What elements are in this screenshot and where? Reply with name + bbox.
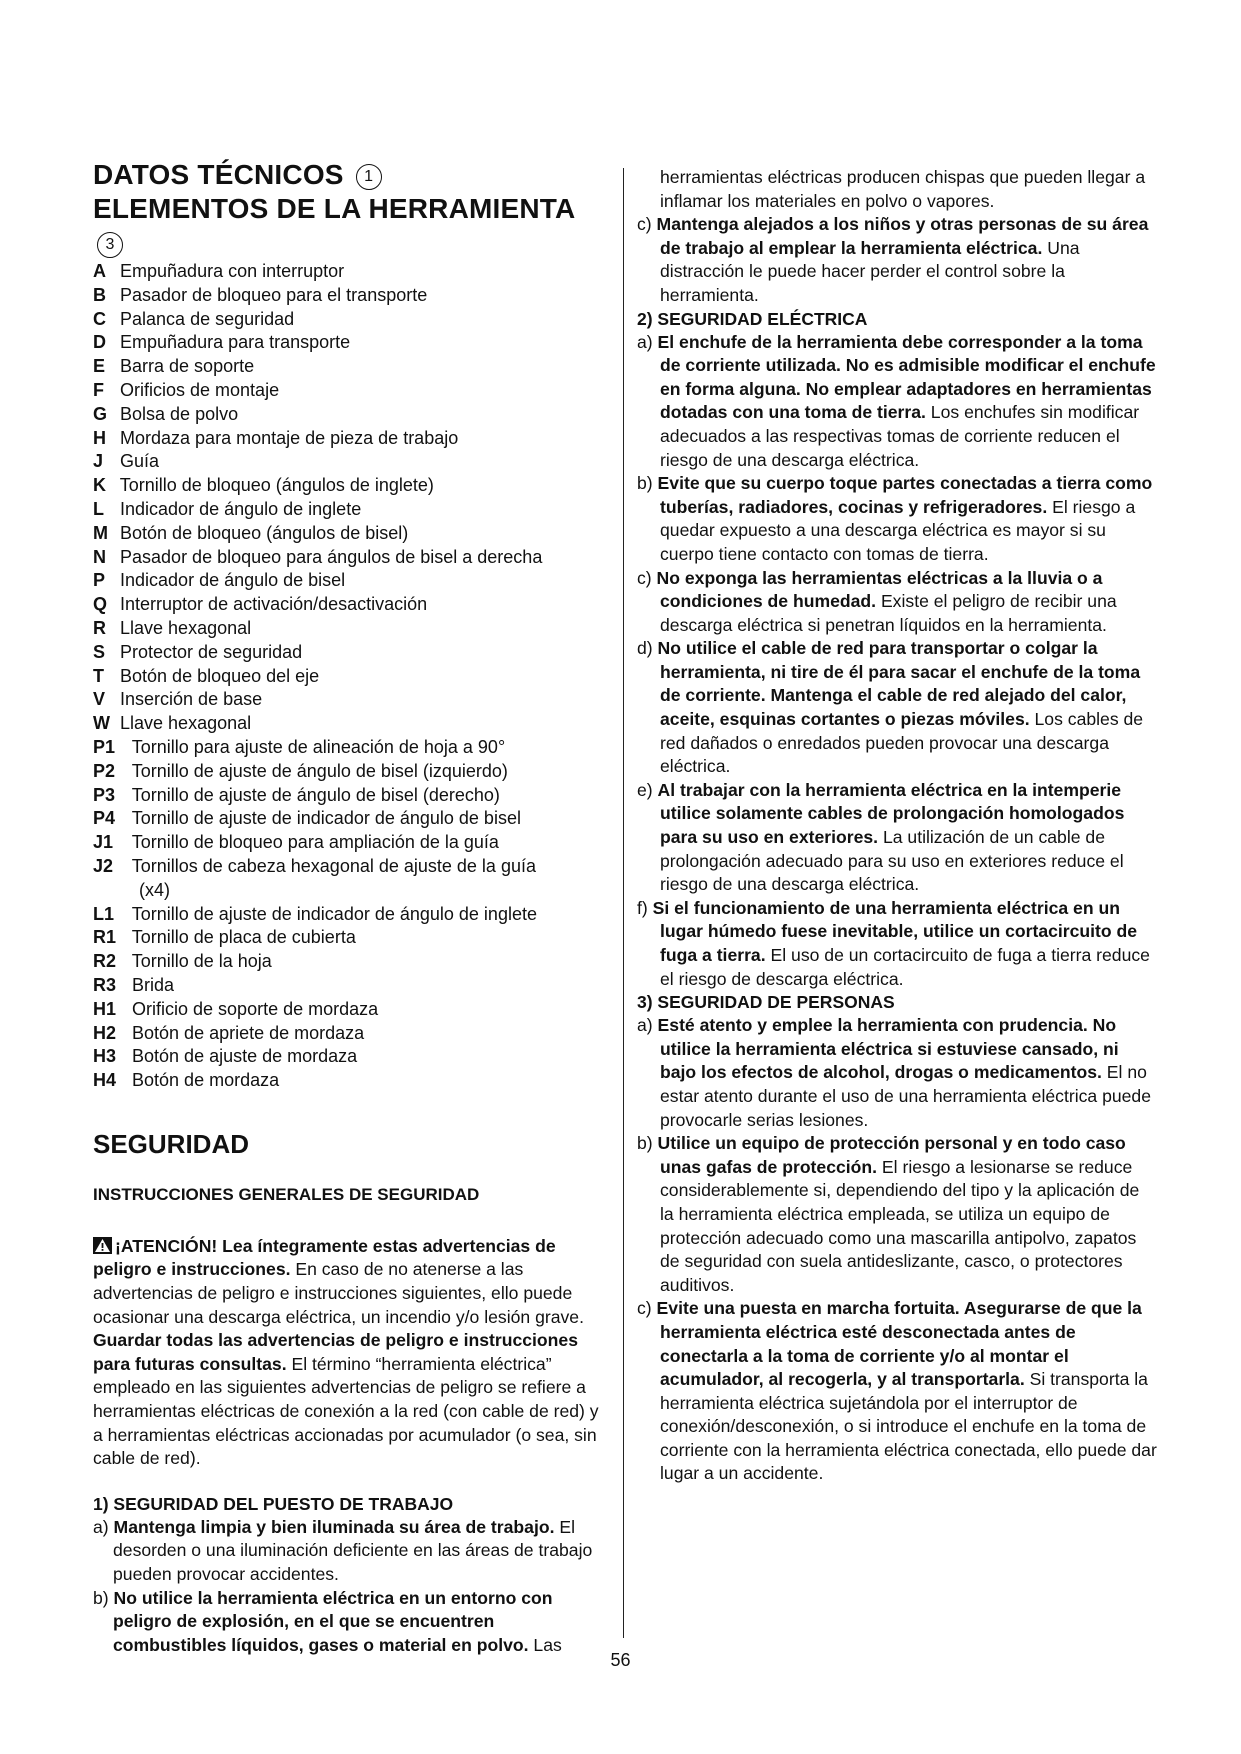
- section-2-item-f: [637, 897, 1157, 991]
- part-code: H: [93, 427, 106, 448]
- part-label: Tornillo para ajuste de alineación de hoja a 90°: [131, 736, 506, 757]
- part-label: Barra de soporte: [120, 356, 255, 377]
- part-code: E: [93, 356, 106, 377]
- part-label: Brida: [132, 974, 175, 995]
- part-code: R1: [93, 927, 117, 948]
- part-label: Tornillo de bloqueo para ampliación de la guía: [131, 832, 499, 853]
- part-code: V: [93, 689, 106, 710]
- part-code: L: [93, 498, 104, 519]
- item-bold: Si el funcionamiento de una herramienta eléctrica en un lugar húmedo fuese inevitable, utilice un cortacircuito de fuga a tierra.: [652, 897, 1138, 965]
- part-item: [93, 522, 608, 546]
- part-label: Llave hexagonal: [120, 617, 252, 638]
- part-code: W: [93, 713, 110, 734]
- item-letter: c): [637, 567, 657, 588]
- item-letter: d): [637, 638, 658, 659]
- section-2-item-a: [637, 331, 1157, 473]
- part-item: [93, 950, 608, 974]
- heading-seguridad: SEGURIDAD: [93, 1128, 250, 1159]
- part-code: J1: [93, 832, 114, 853]
- part-code: J2: [93, 855, 114, 876]
- part-label: Empuñadura con interruptor: [120, 261, 345, 281]
- warning-text-2: El término “herramienta eléctrica” empleado en las siguientes advertencias de peligro se refiere a herramientas eléctricas de conexión a la red (con cable de red) y a herramientas eléctricas accionadas por acumulador (o sea, sin cable de red).: [93, 1353, 599, 1469]
- part-code: P2: [93, 760, 116, 781]
- part-item: [93, 546, 608, 570]
- item-text: La utilización de un cable de prolongación adecuado para su uso en exteriores reduce el riesgo de una descarga eléctrica.: [660, 827, 1124, 895]
- item-letter: c): [637, 1298, 657, 1319]
- item-bold: Mantenga limpia y bien iluminada su área de trabajo.: [113, 1516, 555, 1537]
- part-item: [93, 260, 608, 284]
- part-label: Botón de mordaza: [132, 1070, 280, 1091]
- item-bold: Esté atento y emplee la herramienta con prudencia. No utilice la herramienta eléctrica si estuviese cansado, ni bajo los efectos de alcohol, drogas o medicamentos.: [657, 1015, 1119, 1083]
- item-bold: Evite una puesta en marcha fortuita. Asegurarse de que la herramienta eléctrica esté desconectada antes de conectarla a la toma de corriente y/o al montar el acumulador, al recogerla, y al transportarla.: [656, 1298, 1142, 1390]
- part-item: [93, 998, 608, 1022]
- item-letter: e): [637, 779, 658, 800]
- item-bold: Utilice un equipo de protección personal y en todo caso unas gafas de protección.: [657, 1133, 1126, 1177]
- part-item: [93, 355, 608, 379]
- part-item: [93, 1022, 608, 1046]
- warning-icon: [93, 1237, 112, 1254]
- part-label: Empuñadura para transporte: [120, 332, 351, 353]
- part-label: Bolsa de polvo: [120, 403, 239, 424]
- part-item: [93, 1069, 608, 1093]
- item-text: Si transporta la herramienta eléctrica sujetándola por el interruptor de conexión/desconexión, o si introduce el enchufe en la toma de corriente con la herramienta eléctrica conectada, ello puede dar lugar a un accidente.: [660, 1369, 1157, 1484]
- part-item: [93, 427, 608, 451]
- continued-text: herramientas eléctricas producen chispas que pueden llegar a inflamar los materiales en polvo o vapores.: [660, 167, 1146, 211]
- part-label: Tornillo de ajuste de ángulo de bisel (derecho): [131, 784, 500, 805]
- part-item: [93, 903, 608, 927]
- part-item: [93, 331, 608, 355]
- part-code: R2: [93, 951, 117, 972]
- part-item: [93, 1045, 608, 1069]
- warning-bold-2: Guardar todas las advertencias de peligro e instrucciones para futuras consultas.: [93, 1330, 578, 1374]
- item-bold: No exponga las herramientas eléctricas a la lluvia o a condiciones de humedad.: [656, 567, 1103, 612]
- part-code: R3: [93, 974, 117, 995]
- part-code: P3: [93, 784, 116, 805]
- item-letter: b): [637, 1133, 658, 1154]
- part-code: P1: [93, 736, 116, 757]
- part-code: Q: [93, 594, 108, 615]
- section-2-item-c: [637, 567, 1157, 638]
- part-label: Tornillo de bloqueo (ángulos de inglete): [119, 475, 434, 496]
- section-3-item-a: [637, 1014, 1157, 1132]
- part-label: Botón de ajuste de mordaza: [132, 1046, 358, 1067]
- item-bold: No utilice la herramienta eléctrica en un entorno con peligro de explosión, en el que se encuentren combustibles líquidos, gases o material en polvo.: [113, 1587, 553, 1655]
- part-code: K: [93, 475, 106, 496]
- part-label: Llave hexagonal: [120, 713, 252, 734]
- part-label: Interruptor de activación/desactivación: [120, 594, 428, 615]
- part-item: [93, 760, 608, 784]
- figure-ref-3: 3: [97, 232, 123, 258]
- part-item: [93, 665, 608, 689]
- part-code: H4: [93, 1070, 117, 1091]
- part-item: [93, 379, 608, 403]
- part-label: Botón de bloqueo del eje: [120, 665, 320, 686]
- part-label: Botón de bloqueo (ángulos de bisel): [120, 522, 409, 543]
- item-letter: b): [637, 473, 658, 494]
- part-label: Botón de apriete de mordaza: [132, 1022, 365, 1043]
- part-item: [93, 498, 608, 522]
- item-text: Existe el peligro de recibir una descarga eléctrica si penetran líquidos en la herramienta.: [660, 591, 1117, 635]
- part-code: P4: [93, 808, 116, 829]
- warning-bold-1: ¡ATENCIÓN! Lea íntegramente estas advertencias de peligro e instrucciones.: [93, 1235, 556, 1280]
- heading-datos-text: DATOS TÉCNICOS: [93, 159, 344, 190]
- part-code: B: [93, 284, 106, 305]
- part-code: L1: [93, 903, 115, 924]
- item-text: Los cables de red dañados o enredados pueden provocar una descarga eléctrica.: [660, 709, 1144, 777]
- item-text: El uso de un cortacircuito de fuga a tierra reduce el riesgo de descarga eléctrica.: [660, 945, 1150, 989]
- item-text: El desorden o una iluminación deficiente en las áreas de trabajo pueden provocar accidentes.: [113, 1516, 593, 1585]
- section-1-title: 1) SEGURIDAD DEL PUESTO DE TRABAJO: [93, 1493, 454, 1514]
- item-letter: a): [637, 1015, 658, 1036]
- part-item: [93, 855, 608, 879]
- item-bold: El enchufe de la herramienta debe corresponder a la toma de corriente utilizada. No es admisible modificar el enchufe en forma alguna. No emplear adaptadores en herramientas dotadas con una toma de tierra.: [657, 331, 1156, 423]
- part-item: [93, 807, 608, 831]
- section-3-item-b: [637, 1132, 1157, 1297]
- part-label: Mordaza para montaje de pieza de trabajo: [120, 427, 459, 448]
- item-bold: Al trabajar con la herramienta eléctrica en la intemperie utilice solamente cables de prolongación homologados para su uso en exteriores.: [657, 779, 1125, 848]
- item-letter: c): [637, 214, 657, 235]
- item-letter: a): [93, 1516, 114, 1537]
- part-item: [93, 617, 608, 641]
- heading-elementos: [93, 192, 608, 260]
- item-bold: Evite que su cuerpo toque partes conectadas a tierra como tuberías, radiadores, cocinas y refrigeradores.: [657, 473, 1153, 517]
- part-code: H3: [93, 1046, 117, 1067]
- part-code: G: [93, 403, 108, 424]
- part-code: D: [93, 332, 106, 353]
- warning-text-1: En caso de no atenerse a las advertencias de peligro e instrucciones siguientes, ello puede ocasionar una descarga eléctrica, un incendio y/o lesión grave.: [93, 1259, 584, 1327]
- right-column: [637, 166, 1157, 1486]
- part-item: [93, 712, 608, 736]
- part-label: Protector de seguridad: [120, 641, 303, 662]
- item-text: Los enchufes sin modificar adecuados a las respectivas tomas de corriente reducen el riesgo de una descarga eléctrica.: [660, 402, 1140, 470]
- left-column: [93, 158, 608, 1657]
- part-label: Palanca de seguridad: [120, 308, 295, 329]
- section-2-item-b: [637, 472, 1157, 566]
- column-divider: [623, 168, 624, 1638]
- part-code: M: [93, 522, 108, 543]
- part-code: H1: [93, 998, 117, 1019]
- heading-elementos-text: ELEMENTOS DE LA HERRAMIENTA: [93, 193, 575, 224]
- part-item: [93, 450, 608, 474]
- part-code: C: [93, 308, 106, 329]
- part-label: Orificios de montaje: [120, 379, 280, 400]
- heading-datos-tecnicos: [93, 158, 608, 192]
- part-label: Guía: [120, 451, 160, 472]
- part-item: [93, 474, 608, 498]
- part-label: Pasador de bloqueo para ángulos de bisel a derecha: [120, 546, 543, 567]
- part-item: [93, 784, 608, 808]
- part-item: [93, 736, 608, 760]
- item-letter: f): [637, 897, 653, 918]
- item-bold: No utilice el cable de red para transportar o colgar la herramienta, ni tire de él para sacar el enchufe de la toma de corriente. Mantenga el cable de red alejado del calor, aceite, esquinas cortantes o piezas móviles.: [657, 638, 1141, 730]
- part-item: [93, 593, 608, 617]
- part-item: [93, 308, 608, 332]
- part-label: Orificio de soporte de mordaza: [132, 998, 379, 1019]
- part-code: P: [93, 570, 106, 591]
- part-label: Tornillo de placa de cubierta: [131, 927, 356, 948]
- part-label: Tornillos de cabeza hexagonal de ajuste de la guía: [131, 855, 536, 876]
- section-2-item-e: [637, 779, 1157, 897]
- part-label: Tornillo de ajuste de indicador de ángulo de inglete: [131, 903, 537, 924]
- part-item-continuation: (x4): [139, 879, 170, 900]
- section-1-item-a: [93, 1516, 608, 1587]
- part-code: S: [93, 641, 106, 662]
- subheading-instrucciones: INSTRUCCIONES GENERALES DE SEGURIDAD: [93, 1184, 480, 1204]
- part-item: [93, 688, 608, 712]
- section-3-title: 3) SEGURIDAD DE PERSONAS: [637, 992, 895, 1013]
- section-3-item-c: [637, 1297, 1157, 1486]
- warning-paragraph: [93, 1235, 608, 1471]
- part-label: Tornillo de ajuste de ángulo de bisel (izquierdo): [131, 760, 508, 781]
- part-code: N: [93, 546, 106, 567]
- part-item: [93, 974, 608, 998]
- part-code: R: [93, 617, 106, 638]
- item-text: Una distracción le puede hacer perder el control sobre la herramienta.: [660, 237, 1080, 305]
- part-label: Indicador de ángulo de bisel: [120, 570, 346, 591]
- part-label: Indicador de ángulo de inglete: [120, 498, 362, 519]
- part-code: A: [93, 261, 106, 281]
- item-letter: a): [637, 331, 658, 352]
- part-item: [93, 284, 608, 308]
- section-1-item-b: [93, 1587, 608, 1658]
- part-code: H2: [93, 1022, 117, 1043]
- item-text: El riesgo a lesionarse se reduce considerablemente si, dependiendo del tipo y la aplicación de la herramienta eléctrica empleada, se utiliza un equipo de protección adecuado como una mascarilla antipolvo, zapatos de seguridad con suela antideslizante, casco, o protectores auditivos.: [660, 1156, 1140, 1295]
- part-label: Tornillo de la hoja: [131, 951, 272, 972]
- item-text: El no estar atento durante el uso de una herramienta eléctrica puede provocarle serias lesiones.: [660, 1062, 1151, 1130]
- item-text: Las: [528, 1634, 562, 1655]
- part-code: F: [93, 379, 104, 400]
- part-code: T: [93, 665, 104, 686]
- parts-list: [93, 260, 608, 1093]
- part-item: [93, 831, 608, 855]
- section-2-item-d: [637, 637, 1157, 779]
- part-code: J: [93, 451, 104, 472]
- item-letter: b): [93, 1587, 114, 1608]
- section-1-item-c: [637, 213, 1157, 307]
- part-item: [93, 569, 608, 593]
- part-item: [93, 641, 608, 665]
- part-item: [93, 926, 608, 950]
- part-item: [93, 403, 608, 427]
- part-label: Tornillo de ajuste de indicador de ángulo de bisel: [131, 808, 521, 829]
- item-text: El riesgo a quedar expuesto a una descarga eléctrica es mayor si su cuerpo tiene contacto con tomas de tierra.: [660, 496, 1136, 564]
- part-label: Pasador de bloqueo para el transporte: [120, 284, 428, 305]
- part-label: Inserción de base: [120, 689, 263, 710]
- page-number: 56: [610, 1650, 631, 1670]
- section-2-title: 2) SEGURIDAD ELÉCTRICA: [637, 308, 868, 329]
- figure-ref-1: 1: [356, 164, 382, 190]
- item-bold: Mantenga alejados a los niños y otras personas de su área de trabajo al emplear la herramienta eléctrica.: [656, 214, 1149, 258]
